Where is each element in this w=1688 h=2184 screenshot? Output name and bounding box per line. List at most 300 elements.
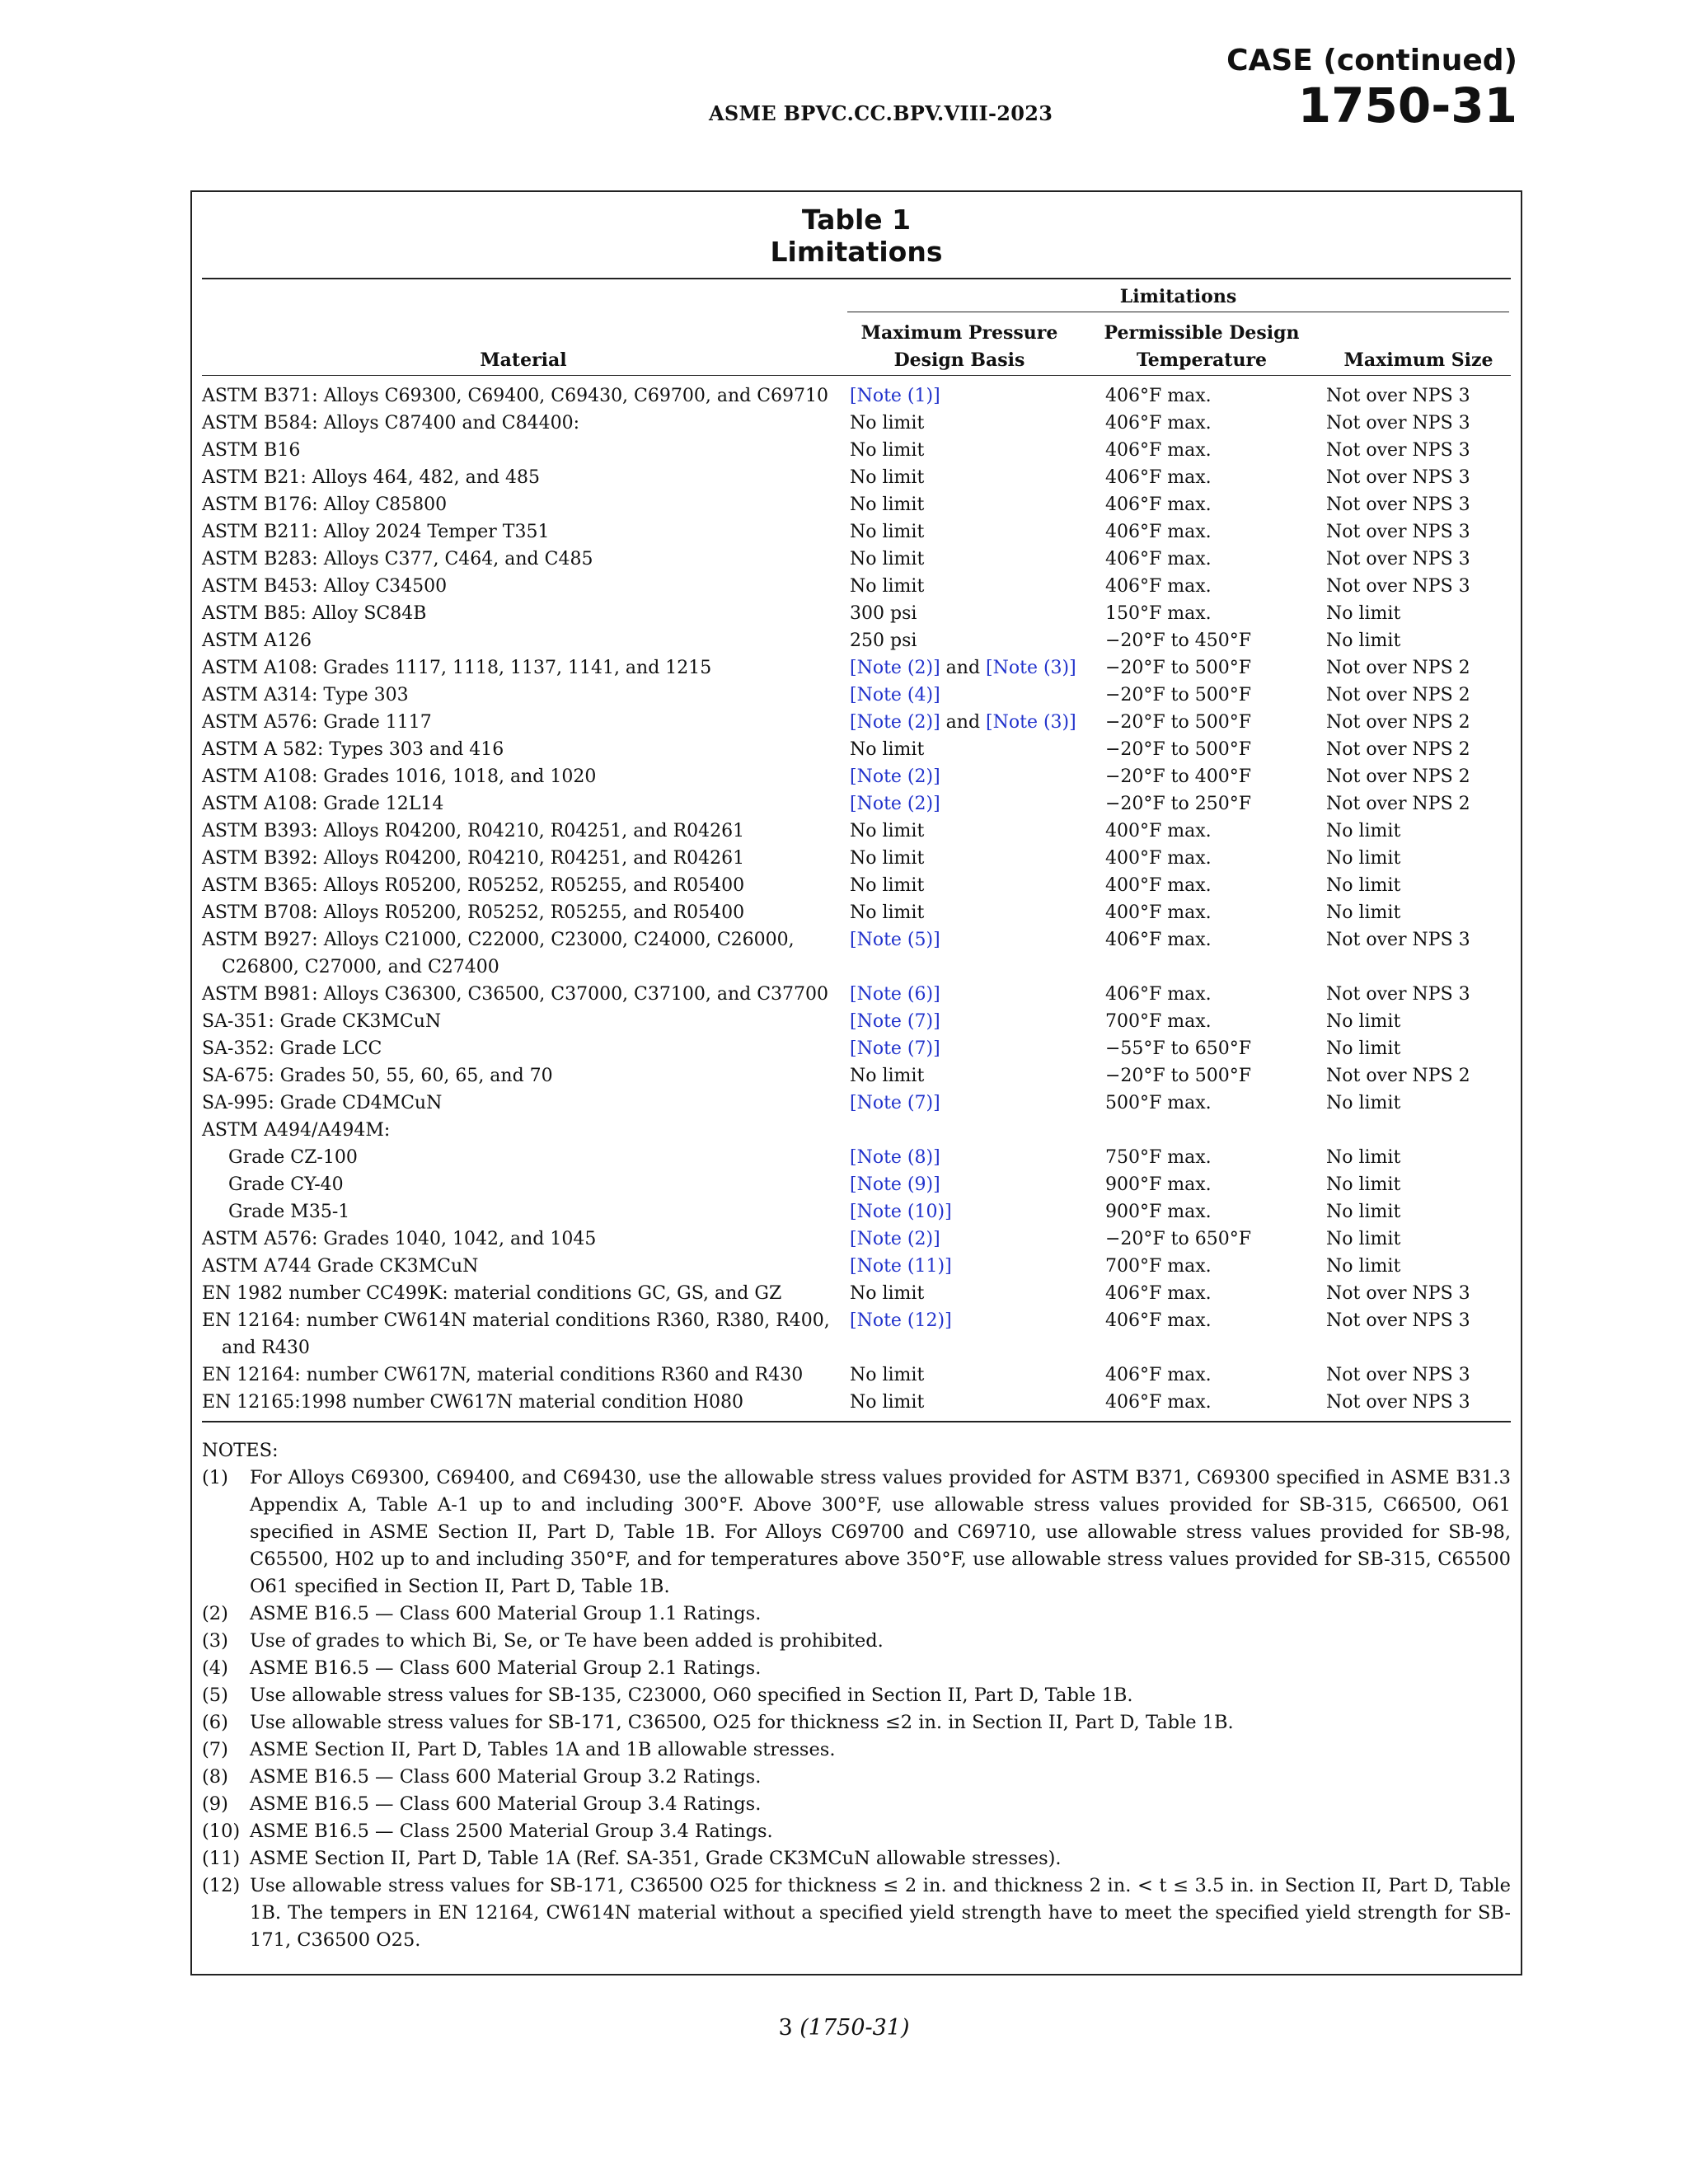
cell-pressure <box>850 682 940 709</box>
note-item <box>202 1709 1511 1736</box>
cell-size: No limit <box>1326 1174 1401 1195</box>
table-row <box>202 709 1511 736</box>
col-header-material: Material <box>480 349 567 371</box>
note-number: (4) <box>202 1657 228 1679</box>
cell-material <box>202 1307 845 1361</box>
cell-material <box>202 437 845 464</box>
table-row <box>202 818 1511 845</box>
cell-size: No limit <box>1326 1093 1401 1113</box>
cell-material <box>202 736 845 763</box>
note-text: Use allowable stress values for SB-171, C36500 O25 for thickness ≤ 2 in. and thickness 2 in. < t ≤ 3.5 in. in Section II, Part D, Table 1B. The tempers in EN 12164, CW614N material without a specified yield strength have to meet the specified yield strength for SB-171, C36500 O25. <box>250 1875 1511 1951</box>
table-body <box>202 382 1511 1416</box>
note-item <box>202 1845 1511 1872</box>
table-row <box>202 1361 1511 1389</box>
cell-size: No limit <box>1326 630 1401 651</box>
table-subtitle: Limitations <box>770 236 943 268</box>
cell-pressure <box>850 899 924 926</box>
cell-size: No limit <box>1326 1202 1401 1222</box>
col-header-size: Maximum Size <box>1343 349 1493 371</box>
notes-title: NOTES: <box>202 1440 279 1461</box>
note-item <box>202 1682 1511 1709</box>
cell-size: No limit <box>1326 1229 1401 1249</box>
cell-pressure <box>850 546 924 573</box>
table-row <box>202 1171 1511 1198</box>
pressure-text: No limit <box>850 1392 925 1413</box>
cell-size: No limit <box>1326 1256 1401 1277</box>
note-reference-link[interactable]: [Note (8)] <box>850 1147 940 1168</box>
cell-temperature: 406°F max. <box>1105 494 1212 515</box>
note-text: Use of grades to which Bi, Se, or Te have been added is prohibited. <box>250 1630 884 1652</box>
cell-size: No limit <box>1326 902 1401 923</box>
cell-temperature: 400°F max. <box>1105 821 1212 841</box>
cell-temperature: −20°F to 400°F <box>1105 766 1252 787</box>
note-number: (5) <box>202 1685 228 1706</box>
case-number: 1750-31 <box>1297 77 1517 134</box>
cell-pressure <box>850 600 917 627</box>
note-text: Use allowable stress values for SB-171, C36500, O25 for thickness ≤2 in. in Section II, Part D, Table 1B. <box>250 1712 1234 1733</box>
pressure-text: No limit <box>850 494 925 515</box>
cell-size: Not over NPS 3 <box>1326 930 1470 950</box>
cell-temperature: −20°F to 500°F <box>1105 1066 1252 1086</box>
cell-material <box>202 709 845 736</box>
pressure-text: No limit <box>850 875 925 896</box>
note-reference-link[interactable]: [Note (2)] <box>850 658 940 678</box>
table-row <box>202 410 1511 437</box>
cell-pressure <box>850 872 924 899</box>
note-reference-link[interactable]: [Note (9)] <box>850 1174 940 1195</box>
pressure-text: No limit <box>850 821 925 841</box>
cell-temperature: 406°F max. <box>1105 930 1212 950</box>
cell-temperature: 406°F max. <box>1105 386 1212 406</box>
col-header-temperature-line1: Permissible Design <box>1104 322 1300 344</box>
note-item <box>202 1764 1511 1791</box>
note-reference-link[interactable]: [Note (2)] <box>850 766 940 787</box>
cell-size: Not over NPS 2 <box>1326 712 1470 733</box>
note-reference-link[interactable]: [Note (10)] <box>850 1202 952 1222</box>
table-title-block <box>192 204 1521 268</box>
note-number: (11) <box>202 1848 241 1869</box>
note-reference-link[interactable]: [Note (11)] <box>850 1256 952 1277</box>
note-item <box>202 1465 1511 1601</box>
cell-pressure <box>850 1226 940 1253</box>
cell-size: Not over NPS 3 <box>1326 522 1470 542</box>
page-footer <box>0 2015 1688 2041</box>
cell-material-text: ASTM B393: Alloys R04200, R04210, R04251, and R04261 <box>202 821 745 841</box>
note-number: (3) <box>202 1630 228 1652</box>
cell-pressure <box>850 491 924 518</box>
cell-temperature: 400°F max. <box>1105 902 1212 923</box>
col-header-temperature <box>1082 320 1321 374</box>
cell-temperature: −20°F to 500°F <box>1105 739 1252 760</box>
table-row <box>202 627 1511 654</box>
note-text: ASME Section II, Part D, Tables 1A and 1B allowable stresses. <box>250 1739 836 1760</box>
cell-material-text: ASTM B371: Alloys C69300, C69400, C69430, C69700, and C69710 <box>202 386 829 406</box>
note-item <box>202 1736 1511 1764</box>
cell-material-text: SA-675: Grades 50, 55, 60, 65, and 70 <box>202 1066 553 1086</box>
cell-material-text: ASTM A494/A494M: <box>202 1120 391 1141</box>
cell-pressure <box>850 382 940 410</box>
note-reference-link[interactable]: [Note (5)] <box>850 930 940 950</box>
cell-pressure <box>850 654 1076 682</box>
cell-temperature: −20°F to 500°F <box>1105 685 1252 705</box>
table-row <box>202 1389 1511 1416</box>
cell-temperature: 406°F max. <box>1105 440 1212 461</box>
cell-size: No limit <box>1326 1011 1401 1032</box>
cell-pressure <box>850 1361 924 1389</box>
cell-pressure <box>850 1198 952 1226</box>
cell-material-text: ASTM A576: Grades 1040, 1042, and 1045 <box>202 1229 597 1249</box>
cell-temperature: 406°F max. <box>1105 413 1212 434</box>
cell-temperature: 400°F max. <box>1105 875 1212 896</box>
cell-material <box>202 410 845 437</box>
cell-temperature: 406°F max. <box>1105 576 1212 597</box>
cell-material <box>202 654 845 682</box>
cell-pressure <box>850 627 917 654</box>
cell-temperature: −55°F to 650°F <box>1105 1038 1252 1059</box>
cell-temperature: 900°F max. <box>1105 1202 1212 1222</box>
cell-material <box>202 682 845 709</box>
cell-material <box>202 763 845 790</box>
cell-material <box>202 382 845 410</box>
cell-size: Not over NPS 2 <box>1326 794 1470 814</box>
cell-temperature: 700°F max. <box>1105 1256 1212 1277</box>
cell-material-text: SA-351: Grade CK3MCuN <box>202 1011 442 1032</box>
cell-pressure <box>850 1008 940 1035</box>
cell-size: Not over NPS 3 <box>1326 1310 1470 1331</box>
cell-material-text: ASTM B584: Alloys C87400 and C84400: <box>202 413 580 434</box>
note-text: For Alloys C69300, C69400, and C69430, use the allowable stress values provided for ASTM B371, C69300 specified in ASME B31.3 Appendix A, Table A-1 up to and including 300°F. Above 300°F, use allowable stress values provided for SB-315, C66500, O61 specified in ASME Section II, Part D, Table 1B. For Alloys C69700 and C69710, use allowable stress values provided for SB-98, C65500, H02 up to and including 350°F, and for temperatures above 350°F, use allowable stress values provided for SB-315, C65500 O61 specified in Section II, Part D, Table 1B. <box>250 1467 1511 1597</box>
cell-temperature: 406°F max. <box>1105 1392 1212 1413</box>
cell-pressure <box>850 926 940 954</box>
note-item <box>202 1872 1511 1954</box>
cell-size: No limit <box>1326 875 1401 896</box>
cell-material-text: Grade CZ-100 <box>228 1147 358 1168</box>
cell-size: No limit <box>1326 1147 1401 1168</box>
note-text: ASME B16.5 — Class 600 Material Group 3.4 Ratings. <box>250 1793 762 1815</box>
cell-pressure <box>850 1144 940 1171</box>
table-row <box>202 573 1511 600</box>
pressure-text: 300 psi <box>850 603 917 624</box>
note-reference-link[interactable]: [Note (2)] <box>850 1229 940 1249</box>
cell-material-text: ASTM B16 <box>202 440 301 461</box>
cell-pressure <box>850 1307 952 1334</box>
cell-material-text: ASTM A108: Grades 1117, 1118, 1137, 1141, and 1215 <box>202 658 712 678</box>
table-row <box>202 1144 1511 1171</box>
cell-pressure <box>850 736 924 763</box>
note-reference-link[interactable]: [Note (2)] <box>850 794 940 814</box>
pressure-text: No limit <box>850 1283 925 1304</box>
note-reference-link[interactable]: [Note (3)] <box>986 712 1076 733</box>
cell-pressure <box>850 1090 940 1117</box>
cell-material <box>202 899 845 926</box>
cell-material <box>202 1361 845 1389</box>
pressure-text: No limit <box>850 440 925 461</box>
cell-size: Not over NPS 3 <box>1326 1392 1470 1413</box>
cell-material-text: Grade CY-40 <box>228 1174 344 1195</box>
pressure-text: No limit <box>850 848 925 869</box>
cell-temperature: −20°F to 450°F <box>1105 630 1252 651</box>
cell-pressure <box>850 1062 924 1090</box>
cell-material-text: ASTM A576: Grade 1117 <box>202 712 432 733</box>
pressure-text: No limit <box>850 739 925 760</box>
cell-size: No limit <box>1326 821 1401 841</box>
note-text: ASME B16.5 — Class 600 Material Group 2.1 Ratings. <box>250 1657 762 1679</box>
note-number: (8) <box>202 1766 228 1788</box>
note-reference-link[interactable]: [Note (6)] <box>850 984 940 1005</box>
cell-pressure <box>850 845 924 872</box>
table-row <box>202 736 1511 763</box>
note-reference-link[interactable]: [Note (3)] <box>986 658 1076 678</box>
pressure-text: No limit <box>850 902 925 923</box>
col-header-pressure-line2: Design Basis <box>893 349 1025 371</box>
cell-temperature: 406°F max. <box>1105 467 1212 488</box>
note-reference-link[interactable]: [Note (1)] <box>850 386 940 406</box>
cell-material <box>202 818 845 845</box>
pressure-text: No limit <box>850 549 925 569</box>
cell-temperature: 406°F max. <box>1105 1365 1212 1385</box>
cell-temperature: 900°F max. <box>1105 1174 1212 1195</box>
cell-material <box>202 464 845 491</box>
cell-material <box>202 1090 845 1117</box>
cell-material <box>202 600 845 627</box>
cell-pressure <box>850 410 924 437</box>
table-row <box>202 1062 1511 1090</box>
cell-pressure <box>850 573 924 600</box>
note-number: (12) <box>202 1875 241 1896</box>
notes-section <box>202 1437 1511 1954</box>
cell-temperature: 406°F max. <box>1105 549 1212 569</box>
cell-pressure <box>850 1389 924 1416</box>
table-row <box>202 872 1511 899</box>
cell-material-text: ASTM B708: Alloys R05200, R05252, R05255, and R05400 <box>202 902 745 923</box>
cell-size: Not over NPS 3 <box>1326 467 1470 488</box>
cell-size: Not over NPS 3 <box>1326 413 1470 434</box>
note-text: ASME B16.5 — Class 600 Material Group 3.2 Ratings. <box>250 1766 762 1788</box>
note-number: (6) <box>202 1712 228 1733</box>
cell-temperature: 406°F max. <box>1105 984 1212 1005</box>
pressure-text: No limit <box>850 467 925 488</box>
cell-pressure <box>850 790 940 818</box>
page-number: 3 <box>778 2015 793 2041</box>
cell-pressure <box>850 518 924 546</box>
cell-size: Not over NPS 2 <box>1326 739 1470 760</box>
cell-material <box>202 845 845 872</box>
table-row <box>202 845 1511 872</box>
pressure-text: and <box>940 712 987 733</box>
cell-temperature: −20°F to 500°F <box>1105 658 1252 678</box>
cell-material <box>202 1008 845 1035</box>
table-row <box>202 546 1511 573</box>
pressure-text: and <box>940 658 987 678</box>
table-row <box>202 654 1511 682</box>
cell-material-text: ASTM B453: Alloy C34500 <box>202 576 448 597</box>
cell-pressure <box>850 763 940 790</box>
cell-material <box>202 1144 845 1171</box>
table-row <box>202 682 1511 709</box>
table-frame <box>190 190 1522 1975</box>
cell-temperature: 406°F max. <box>1105 1310 1212 1331</box>
pressure-text: No limit <box>850 413 925 434</box>
cell-material <box>202 1117 845 1144</box>
table-row <box>202 491 1511 518</box>
table-row <box>202 382 1511 410</box>
table-row <box>202 1307 1511 1361</box>
cell-material-text: ASTM A126 <box>202 630 312 651</box>
table-row <box>202 437 1511 464</box>
cell-pressure <box>850 709 1076 736</box>
table-row <box>202 981 1511 1008</box>
note-text: ASME B16.5 — Class 600 Material Group 1.1 Ratings. <box>250 1603 762 1624</box>
cell-size: Not over NPS 2 <box>1326 658 1470 678</box>
cell-material <box>202 491 845 518</box>
cell-size: Not over NPS 3 <box>1326 984 1470 1005</box>
cell-size: Not over NPS 3 <box>1326 386 1470 406</box>
cell-material-text: EN 1982 number CC499K: material conditions GC, GS, and GZ <box>202 1283 782 1304</box>
col-header-pressure-line1: Maximum Pressure <box>860 322 1058 344</box>
pressure-text: No limit <box>850 522 925 542</box>
cell-material-text: ASTM A 582: Types 303 and 416 <box>202 739 504 760</box>
cell-temperature: 750°F max. <box>1105 1147 1212 1168</box>
note-item <box>202 1655 1511 1682</box>
pressure-text: 250 psi <box>850 630 917 651</box>
cell-size: No limit <box>1326 1038 1401 1059</box>
pressure-text: No limit <box>850 1365 925 1385</box>
table-top-rule <box>202 278 1511 279</box>
cell-material <box>202 518 845 546</box>
table-row <box>202 899 1511 926</box>
note-number: (7) <box>202 1739 228 1760</box>
table-row <box>202 1008 1511 1035</box>
cell-size: Not over NPS 3 <box>1326 576 1470 597</box>
cell-temperature: 400°F max. <box>1105 848 1212 869</box>
cell-material <box>202 1226 845 1253</box>
cell-material <box>202 1253 845 1280</box>
cell-material <box>202 981 845 1008</box>
cell-pressure <box>850 1280 924 1307</box>
note-item <box>202 1791 1511 1818</box>
cell-material <box>202 1171 845 1198</box>
cell-temperature: −20°F to 500°F <box>1105 712 1252 733</box>
cell-material-text: SA-995: Grade CD4MCuN <box>202 1093 443 1113</box>
cell-pressure <box>850 1035 940 1062</box>
cell-pressure <box>850 981 940 1008</box>
cell-material-text: ASTM B392: Alloys R04200, R04210, R04251, and R04261 <box>202 848 745 869</box>
cell-temperature: 406°F max. <box>1105 1283 1212 1304</box>
cell-material <box>202 1062 845 1090</box>
cell-material-text: ASTM B981: Alloys C36300, C36500, C37000, C37100, and C37700 <box>202 984 829 1005</box>
cell-size: No limit <box>1326 603 1401 624</box>
cell-size: Not over NPS 2 <box>1326 766 1470 787</box>
cell-material-text: ASTM A314: Type 303 <box>202 685 409 705</box>
note-reference-link[interactable]: [Note (7)] <box>850 1093 940 1113</box>
cell-material <box>202 1389 845 1416</box>
table-row <box>202 1198 1511 1226</box>
footer-case-ref: (1750-31) <box>799 2015 910 2041</box>
cell-material <box>202 1198 845 1226</box>
table-row <box>202 464 1511 491</box>
cell-material-text: ASTM B211: Alloy 2024 Temper T351 <box>202 522 550 542</box>
note-text: ASME B16.5 — Class 2500 Material Group 3.4 Ratings. <box>250 1821 773 1842</box>
col-header-pressure <box>840 320 1079 374</box>
note-reference-link[interactable]: [Note (7)] <box>850 1038 940 1059</box>
cell-material-text: ASTM A744 Grade CK3MCuN <box>202 1256 479 1277</box>
cell-material <box>202 546 845 573</box>
cell-temperature: −20°F to 250°F <box>1105 794 1252 814</box>
note-number: (1) <box>202 1467 228 1488</box>
cell-temperature: −20°F to 650°F <box>1105 1229 1252 1249</box>
cell-material-text: ASTM B176: Alloy C85800 <box>202 494 448 515</box>
pressure-text: No limit <box>850 576 925 597</box>
note-item <box>202 1628 1511 1655</box>
cell-size: Not over NPS 3 <box>1326 549 1470 569</box>
header-bottom-rule <box>202 375 1511 376</box>
note-number: (10) <box>202 1821 241 1842</box>
table-row <box>202 1035 1511 1062</box>
cell-temperature: 500°F max. <box>1105 1093 1212 1113</box>
note-reference-link[interactable]: [Note (7)] <box>850 1011 940 1032</box>
cell-material <box>202 926 845 981</box>
cell-size: Not over NPS 2 <box>1326 685 1470 705</box>
table-row <box>202 518 1511 546</box>
cell-pressure <box>850 818 924 845</box>
table-row <box>202 1253 1511 1280</box>
table-row <box>202 763 1511 790</box>
cell-material-text: ASTM A108: Grade 12L14 <box>202 794 444 814</box>
pressure-text: No limit <box>850 1066 925 1086</box>
cell-material-text: ASTM B365: Alloys R05200, R05252, R05255, and R05400 <box>202 875 745 896</box>
table-row <box>202 1226 1511 1253</box>
note-reference-link[interactable]: [Note (4)] <box>850 685 940 705</box>
cell-material-text: EN 12165:1998 number CW617N material condition H080 <box>202 1392 744 1413</box>
cell-material-text: ASTM B21: Alloys 464, 482, and 485 <box>202 467 540 488</box>
cell-material-text: ASTM A108: Grades 1016, 1018, and 1020 <box>202 766 597 787</box>
cell-material-text: Grade M35-1 <box>228 1202 350 1222</box>
table-row <box>202 790 1511 818</box>
col-header-temperature-line2: Temperature <box>1136 349 1268 371</box>
cell-material-text: SA-352: Grade LCC <box>202 1038 382 1059</box>
limitations-group-header: Limitations <box>1119 286 1237 307</box>
note-reference-link[interactable]: [Note (2)] <box>850 712 940 733</box>
table-bottom-rule <box>202 1421 1511 1422</box>
cell-size: Not over NPS 3 <box>1326 1283 1470 1304</box>
cell-material-text: EN 12164: number CW614N material conditions R360, R380, R400, and R430 <box>202 1310 830 1358</box>
cell-temperature: 406°F max. <box>1105 522 1212 542</box>
cell-material <box>202 573 845 600</box>
cell-material <box>202 872 845 899</box>
cell-size: Not over NPS 3 <box>1326 494 1470 515</box>
note-reference-link[interactable]: [Note (12)] <box>850 1310 952 1331</box>
cell-material <box>202 1280 845 1307</box>
cell-pressure <box>850 437 924 464</box>
note-text: Use allowable stress values for SB-135, C23000, O60 specified in Section II, Part D, Table 1B. <box>250 1685 1133 1706</box>
case-header <box>1226 43 1517 132</box>
cell-material-text: ASTM B927: Alloys C21000, C22000, C23000, C24000, C26000, C26800, C27000, and C27400 <box>202 930 795 977</box>
cell-material <box>202 790 845 818</box>
cell-size: Not over NPS 3 <box>1326 440 1470 461</box>
cell-pressure <box>850 1171 940 1198</box>
note-item <box>202 1818 1511 1845</box>
table-row <box>202 1280 1511 1307</box>
table-title: Table 1 <box>801 204 912 236</box>
case-label: CASE (continued) <box>1226 44 1517 77</box>
cell-material <box>202 1035 845 1062</box>
cell-temperature: 150°F max. <box>1105 603 1212 624</box>
note-number: (9) <box>202 1793 228 1815</box>
note-text: ASME Section II, Part D, Table 1A (Ref. SA-351, Grade CK3MCuN allowable stresses). <box>250 1848 1062 1869</box>
table-row <box>202 1117 1511 1144</box>
cell-size: No limit <box>1326 848 1401 869</box>
cell-material <box>202 627 845 654</box>
